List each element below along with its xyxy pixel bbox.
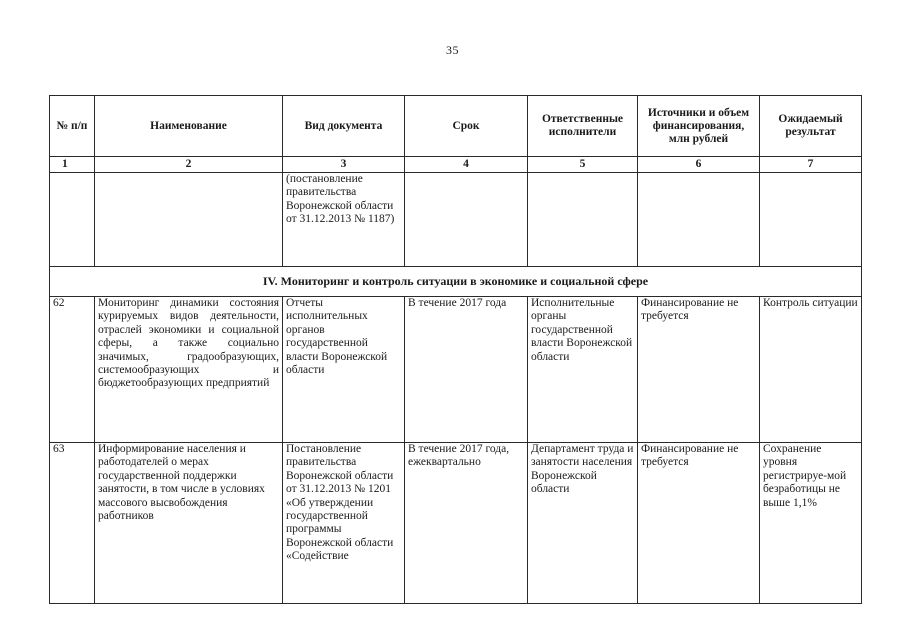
continuation-row	[50, 173, 862, 267]
column-number: 4	[405, 157, 528, 173]
row-responsible: Департамент труда и занятости населения Воронежской области	[528, 443, 638, 604]
header-number: № п/п	[50, 96, 95, 157]
row-expected-result: Контроль ситуации	[760, 297, 862, 443]
row-deadline: В течение 2017 года	[405, 297, 528, 443]
table-cell	[760, 173, 862, 267]
column-number: 1	[50, 157, 95, 173]
table-cell: (постановление правительства Воронежской области от 31.12.2013 № 1187)	[283, 173, 405, 267]
header-name: Наименование	[95, 96, 283, 157]
section-title: IV. Мониторинг и контроль ситуации в экономике и социальной сфере	[50, 267, 862, 297]
column-number-row	[50, 157, 862, 173]
section-row	[50, 267, 862, 297]
column-number: 5	[528, 157, 638, 173]
row-number: 63	[50, 443, 95, 604]
table-cell	[50, 173, 95, 267]
row-name: Мониторинг динамики состояния курируемых видов деятельности, отраслей экономики и социальной сферы, а также социально значимых, градообразующих, системообразующих и бюджетообразующих предприятий	[95, 297, 283, 443]
header-deadline: Срок	[405, 96, 528, 157]
table-cell	[638, 173, 760, 267]
header-funding: Источники и объем финансирования, млн рублей	[638, 96, 760, 157]
column-number: 6	[638, 157, 760, 173]
header-row	[50, 96, 862, 157]
row-number: 62	[50, 297, 95, 443]
page-number: 35	[446, 43, 459, 57]
column-number: 7	[760, 157, 862, 173]
column-number: 2	[95, 157, 283, 173]
action-plan-table	[49, 95, 862, 604]
row-document-type: Постановление правительства Воронежской области от 31.12.2013 № 1201 «Об утверждении государственной программы Воронежской области «Содействие	[283, 443, 405, 604]
row-document-type: Отчеты исполнительных органов государственной власти Воронежской области	[283, 297, 405, 443]
table-row	[50, 443, 862, 604]
table-cell	[95, 173, 283, 267]
column-number: 3	[283, 157, 405, 173]
table-row	[50, 297, 862, 443]
row-deadline: В течение 2017 года, ежеквартально	[405, 443, 528, 604]
row-expected-result: Сохранение уровня регистрируе-мой безработицы не выше 1,1%	[760, 443, 862, 604]
header-expected-result: Ожидаемый результат	[760, 96, 862, 157]
table-cell	[528, 173, 638, 267]
row-responsible: Исполнительные органы государственной власти Воронежской области	[528, 297, 638, 443]
header-document-type: Вид документа	[283, 96, 405, 157]
header-responsible: Ответственные исполнители	[528, 96, 638, 157]
row-name: Информирование населения и работодателей о мерах государственной поддержки занятости, в том числе в условиях массового высвобождения работников	[95, 443, 283, 604]
table-cell	[405, 173, 528, 267]
row-funding: Финансирование не требуется	[638, 443, 760, 604]
row-funding: Финансирование не требуется	[638, 297, 760, 443]
